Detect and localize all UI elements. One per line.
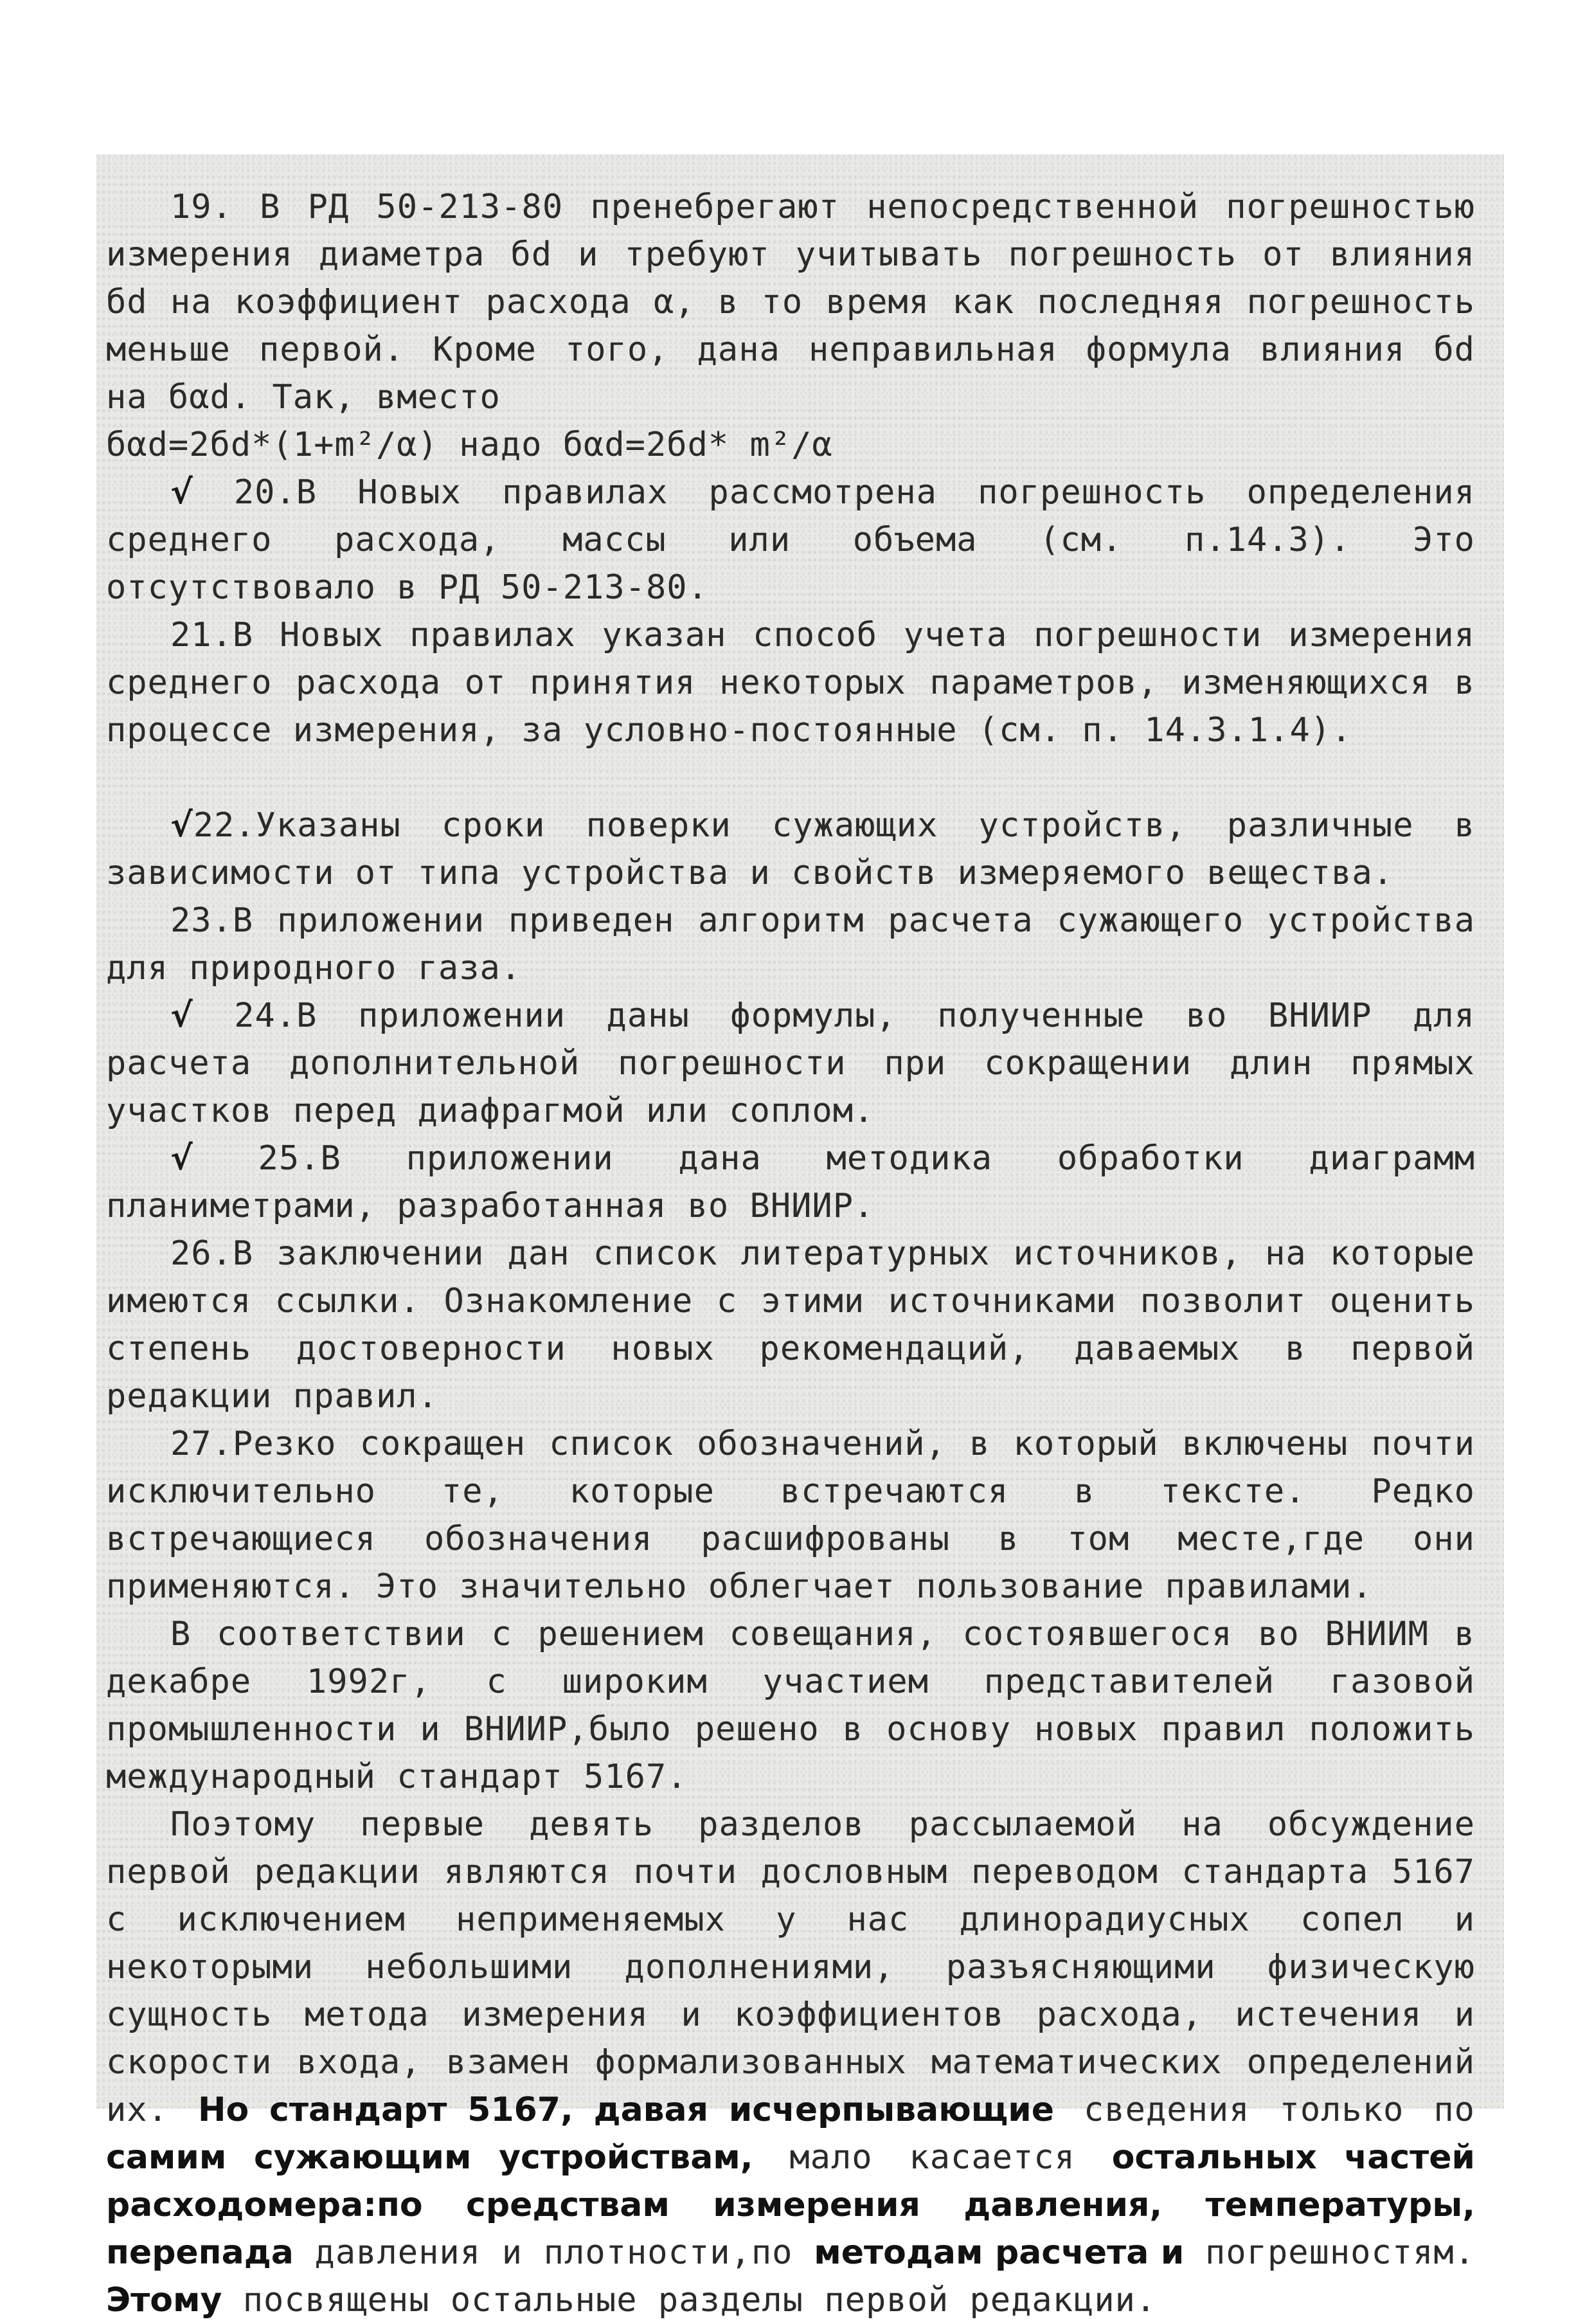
- paragraph-final: Поэтому первые девять разделов рассылаемой на обсуждение первой редакции являются почти дословным переводом стандарта 5167 с исключением неприменяемых у нас длинорадиусных сопел и некоторыми небольшими дополнениями, разъясняющими физическую сущность метода измерения и коэффициентов расхода, истечения и скорости входа, взамен формализованных математических определений их. Но стандарт 5167, давая исчерпывающие сведения только по самим сужающим устройствам, мало касается остальных частей расходомера:по средствам измерения давления, температуры, перепада давления и плотности,по методам расчета и погрешностям. Этому посвящены остальные разделы первой редакции.: [106, 1805, 1476, 2319]
- check-mark-icon: √: [170, 806, 193, 845]
- paragraph-26: 26.В заключении дан список литературных источников, на которые имеются ссылки. Ознакомление с этими источниками позволит оценить степень достоверности новых рекомендаций, даваемых в первой редакции правил.: [106, 1234, 1475, 1416]
- paragraph-25: √ 25.В приложении дана методика обработки диаграмм планиметрами, разработанная во ВНИИР.: [106, 1139, 1475, 1225]
- paragraph-21: 21.В Новых правилах указан способ учета погрешности измерения среднего расхода от принятия некоторых параметров, изменяющихся в процессе измерения, за условно-постоянные (см. п. 14.3.1.4).: [106, 616, 1475, 750]
- document-body: [106, 183, 1475, 2324]
- paragraph-19: 19. В РД 50-213-80 пренебрегают непосредственной погрешностью измерения диаметра бd и требуют учитывать погрешность от влияния бd на коэффициент расхода α, в то время как последняя погрешность меньше первой. Кроме того, дана неправильная формула влияния бd на бαd. Так, вместо: [106, 188, 1475, 417]
- paragraph-20: √ 20.В Новых правилах рассмотрена погрешность определения среднего расхода, массы или объема (см. п.14.3). Это отсутствовало в РД 50-213-80.: [106, 473, 1475, 607]
- paragraph-23: 23.В приложении приведен алгоритм расчета сужающего устройства для природного газа.: [106, 901, 1475, 987]
- formula-19: бαd=2бd*(1+m²/α) надо бαd=2бd* m²/α: [106, 426, 833, 464]
- paragraph-27: 27.Резко сокращен список обозначений, в который включены почти исключительно те, которые встречаются в тексте. Редко встречающиеся обозначения расшифрованы в том месте,где они применяются. Это значительно облегчает пользование правилами.: [106, 1425, 1475, 1606]
- paragraph-22: √22.Указаны сроки поверки сужающих устройств, различные в зависимости от типа устройства и свойств измеряемого вещества.: [106, 806, 1475, 892]
- check-mark-icon: √: [170, 473, 193, 512]
- paragraph-resolution: В соответствии с решением совещания, состоявшегося во ВНИИМ в декабре 1992г, с широким участием представителей газовой промышленности и ВНИИР,было решено в основу новых правил положить международный стандарт 5167.: [106, 1615, 1475, 1796]
- paragraph-24: √ 24.В приложении даны формулы, полученные во ВНИИР для расчета дополнительной погрешности при сокращении длин прямых участков перед диафрагмой или соплом.: [106, 996, 1475, 1130]
- check-mark-icon: √: [170, 996, 193, 1035]
- check-mark-icon: √: [170, 1139, 193, 1178]
